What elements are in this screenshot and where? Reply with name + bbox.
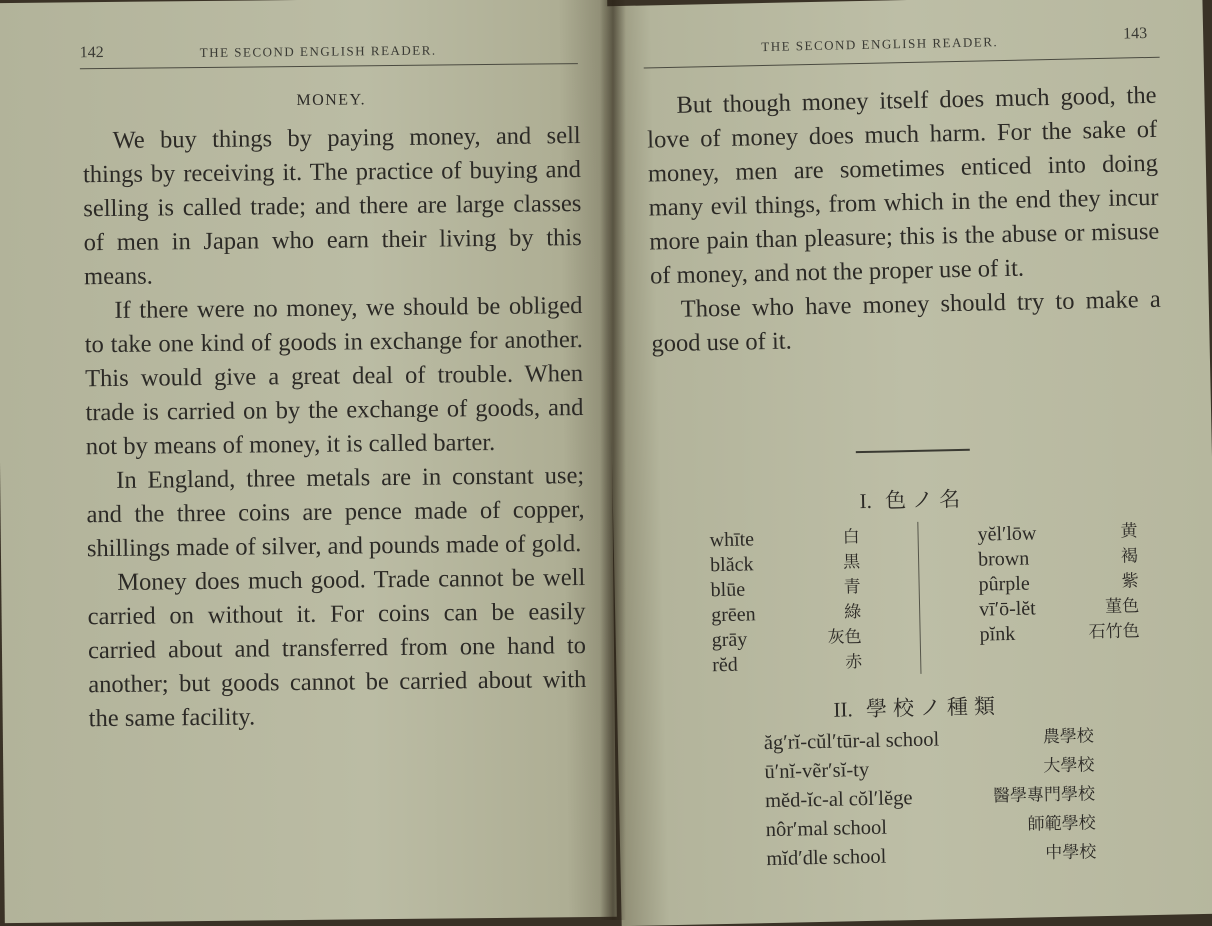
section-divider <box>856 449 970 453</box>
vocab-english: pĭnk <box>979 622 1016 646</box>
vocab-row <box>710 550 860 578</box>
vocab-japanese: 綠 <box>843 602 862 623</box>
vocab-row <box>977 519 1137 547</box>
vocab-row <box>978 569 1138 597</box>
colors-column-divider <box>917 522 921 674</box>
paragraph: But though money itself does much good, the love of money does much harm. For the sake of money, men are sometimes enticed into doing many evil things, from which in the end they incur more pain than pleasure; this is the abuse or misuse of money, and not the proper use of it. <box>646 81 1160 290</box>
vocab-english: grēen <box>710 603 756 627</box>
colors-left-column <box>709 525 862 678</box>
colors-heading-numeral: I. <box>859 488 873 514</box>
schools-list <box>764 722 1097 874</box>
vocab-japanese: 青 <box>843 577 861 598</box>
vocab-japanese: 師範學校 <box>1027 813 1096 835</box>
vocab-english: ū′nĭ-vẽr′sĭ-ty <box>764 758 870 784</box>
vocab-japanese: 黒 <box>842 552 861 573</box>
vocab-japanese: 紫 <box>1121 571 1139 592</box>
right-running-head: THE SECOND ENGLISH READER. <box>761 34 999 55</box>
vocab-row <box>709 525 859 553</box>
vocab-japanese: 黄 <box>1120 521 1138 542</box>
vocab-english: pûrple <box>978 572 1030 596</box>
vocab-japanese: 菫色 <box>1104 596 1140 617</box>
vocab-english: mĭd′dle school <box>766 845 887 871</box>
vocab-row <box>978 544 1138 572</box>
vocab-english: yĕl′lōw <box>977 522 1037 546</box>
vocab-japanese: 石竹色 <box>1088 621 1140 643</box>
vocab-row <box>766 838 1097 874</box>
vocab-english: brown <box>977 547 1030 571</box>
vocab-japanese: 灰色 <box>827 627 862 648</box>
vocab-english: mĕd-ĭc-al cŏl′lĕge <box>764 787 913 813</box>
vocab-japanese: 褐 <box>1120 546 1139 567</box>
right-page-number: 143 <box>1122 24 1148 43</box>
right-page <box>602 0 1212 926</box>
vocab-japanese: 醫學專門學校 <box>992 784 1096 807</box>
right-header-rule <box>644 57 1160 69</box>
vocab-japanese: 赤 <box>845 652 863 673</box>
vocab-row <box>710 575 860 603</box>
vocab-english: whīte <box>709 528 755 552</box>
vocab-english: grāy <box>711 628 748 652</box>
colors-heading <box>613 478 1212 521</box>
vocab-english: blūe <box>710 578 746 602</box>
schools-heading-numeral: II. <box>833 697 853 722</box>
paragraph: We buy things by paying money, and sell things by receiving it. The practice of buying and selling is called trade; and there are large classes of men in Japan who earn their living by this means. <box>82 122 582 291</box>
vocab-row <box>711 600 861 628</box>
vocab-english: rĕd <box>712 653 739 677</box>
colors-right-column <box>977 519 1140 647</box>
book-gutter <box>600 0 626 920</box>
vocab-row <box>712 650 862 678</box>
vocab-english: nôr′mal school <box>765 816 888 842</box>
left-body-text <box>82 119 586 736</box>
colors-heading-japanese: 色ノ名 <box>884 486 967 513</box>
schools-heading-japanese: 學校ノ種類 <box>865 694 1002 722</box>
vocab-english: vī′ō-lĕt <box>978 597 1036 621</box>
paragraph: Money does much good. Trade cannot be well carried on without it. For coins can be easily carried about and transferred from one hand to another; but goods cannot be carried about with the same facility. <box>87 564 587 733</box>
paragraph: If there were no money, we should be obliged to take one kind of goods in exchange for another. This would give a great deal of trouble. When trade is carried on by the exchange of goods, and not by means of money, it is called barter. <box>84 292 584 461</box>
vocab-row <box>711 625 861 653</box>
right-body-text <box>646 79 1162 362</box>
left-page-number: 142 <box>79 44 104 62</box>
vocab-english: blăck <box>709 553 754 577</box>
section-title: MONEY. <box>296 91 367 110</box>
paragraph: In England, three metals are in constant use; and the three coins are pence made of copper, shillings made of silver, and pounds made of gold. <box>86 462 585 563</box>
paragraph: Those who have money should try to make a good use of it. <box>651 285 1161 358</box>
left-running-head: THE SECOND ENGLISH READER. <box>199 42 437 61</box>
vocab-japanese: 中學校 <box>1045 842 1097 864</box>
vocab-japanese: 農學校 <box>1042 726 1095 748</box>
vocab-japanese: 大學校 <box>1043 755 1095 777</box>
vocab-row <box>979 619 1139 647</box>
vocab-row <box>979 594 1139 622</box>
schools-heading <box>617 686 1212 729</box>
left-header-rule <box>80 63 578 69</box>
vocab-japanese: 白 <box>842 527 860 548</box>
vocab-english: ăg′rĭ-cŭl′tūr-al school <box>763 728 940 755</box>
